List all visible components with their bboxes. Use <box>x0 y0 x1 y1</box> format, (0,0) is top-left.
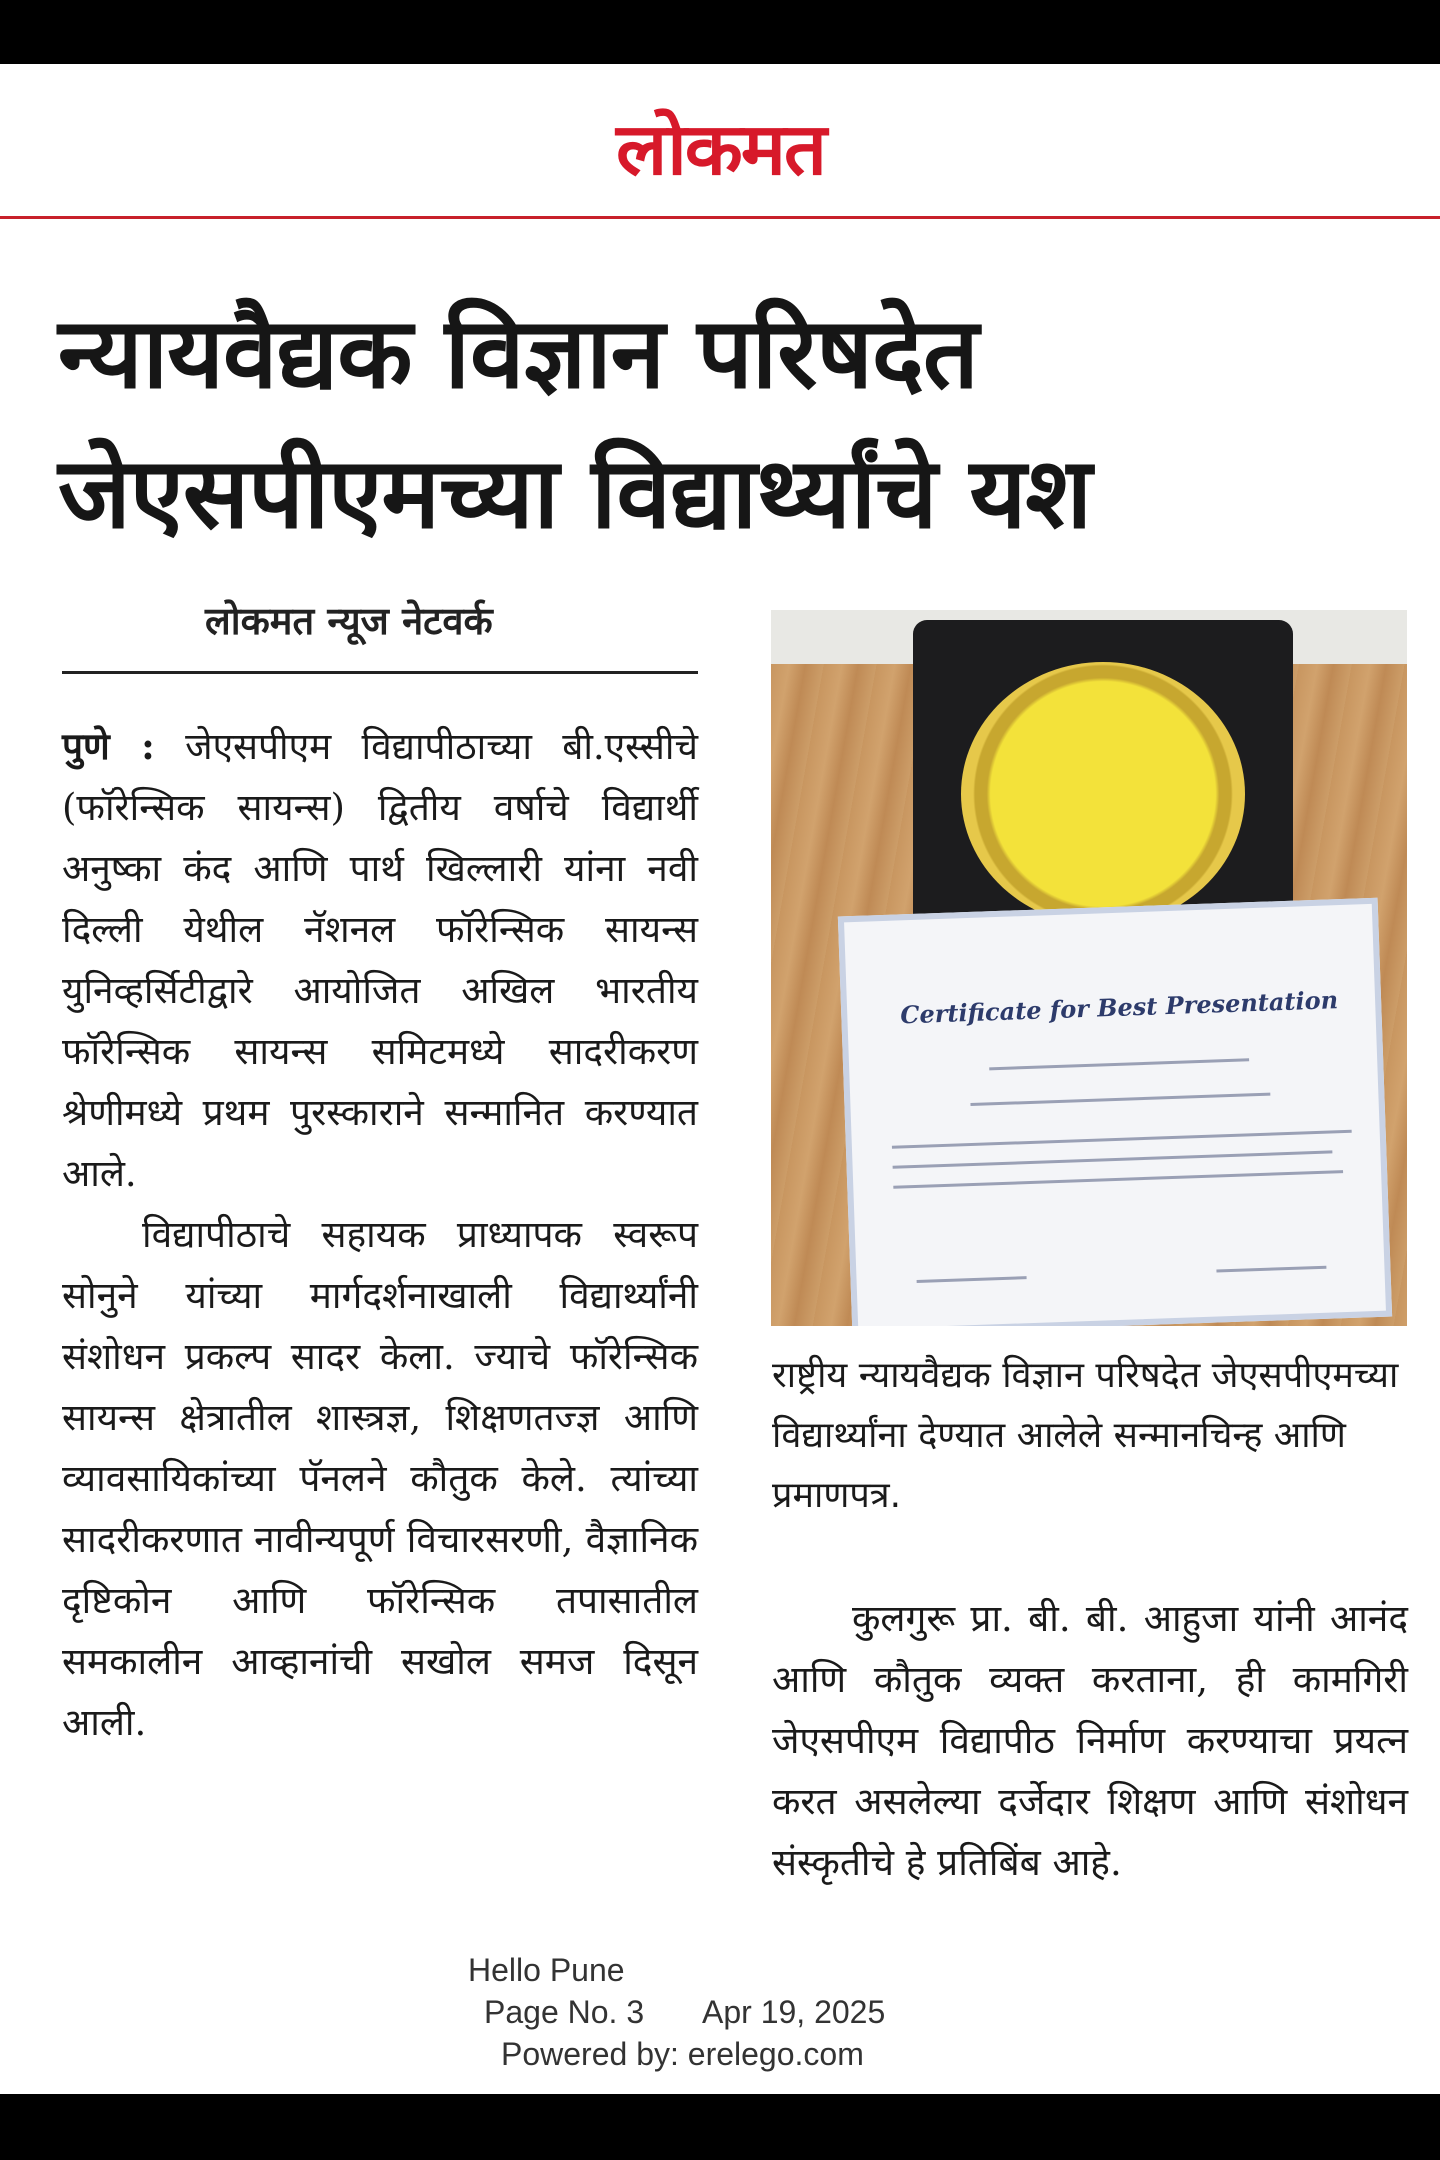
headline-line-1: न्यायवैद्यक विज्ञान परिषदेत <box>58 297 978 411</box>
publish-date: Apr 19, 2025 <box>702 1994 886 2030</box>
newspaper-clipping <box>0 64 1440 2094</box>
certificate <box>838 898 1392 1326</box>
paragraph-1 <box>62 716 698 1204</box>
headline-line-2: जेएसपीएमच्या विद्यार्थ्यांचे यश <box>58 437 1092 551</box>
edition-label: Hello Pune <box>468 1952 625 1988</box>
paragraph-1-text: जेएसपीएम विद्यापीठाच्या बी.एस्सीचे (फॉरेन्सिक सायन्स) द्वितीय वर्षाचे विद्यार्थी अनुष्का कंद आणि पार्थ खिल्लारी यांना नवी दिल्ली येथील नॅशनल फॉरेन्सिक सायन्स युनिव्हर्सिटीद्वारे आयोजित अखिल भारतीय फॉरेन्सिक सायन्स समिटमध्ये सादरीकरण श्रेणीमध्ये प्रथम पुरस्काराने सन्मानित करण्यात आले. <box>62 725 698 1195</box>
article-headline <box>58 284 1398 564</box>
byline-divider <box>62 671 698 674</box>
medal-emblem <box>961 662 1245 926</box>
powered-by: Powered by: erelego.com <box>501 2036 864 2072</box>
lokmat-logo: लोकमत <box>615 107 825 191</box>
masthead-divider <box>0 216 1440 219</box>
masthead <box>0 94 1440 204</box>
page-number: Page No. 3 <box>484 1994 645 2030</box>
certificate-title: Certificate for Best Presentation <box>899 985 1339 1030</box>
award-photo <box>771 610 1407 1326</box>
article-left-column <box>62 716 698 1753</box>
dateline: पुणे : <box>62 724 155 768</box>
paragraph-3: कुलगुरू प्रा. बी. बी. आहुजा यांनी आनंद आणि कौतुक व्यक्त करताना, ही कामगिरी जेएसपीएम विद्यापीठ निर्माण करण्याचा प्रयत्न करत असलेल्या दर्जेदार शिक्षण आणि संशोधन संस्कृतीचे हे प्रतिबिंब आहे. <box>772 1597 1408 1884</box>
photo-caption: राष्ट्रीय न्यायवैद्यक विज्ञान परिषदेत जेएसपीएमच्या विद्यार्थ्यांना देण्यात आलेले सन्मानचिन्ह आणि प्रमाणपत्र. <box>772 1355 1399 1516</box>
byline: लोकमत न्यूज नेटवर्क <box>205 599 493 643</box>
paragraph-2: विद्यापीठाचे सहायक प्राध्यापक स्वरूप सोनुने यांच्या मार्गदर्शनाखाली विद्यार्थ्यांनी संशोधन प्रकल्प सादर केला. ज्याचे फॉरेन्सिक सायन्स क्षेत्रातील शास्त्रज्ञ, शिक्षणतज्ज्ञ आणि व्यावसायिकांच्या पॅनलने कौतुक केले. त्यांच्या सादरीकरणात नावीन्यपूर्ण विचारसरणी, वैज्ञानिक दृष्टिकोन आणि फॉरेन्सिक तपासातील समकालीन आव्हानांची सखोल समज दिसून आली. <box>62 1213 698 1744</box>
